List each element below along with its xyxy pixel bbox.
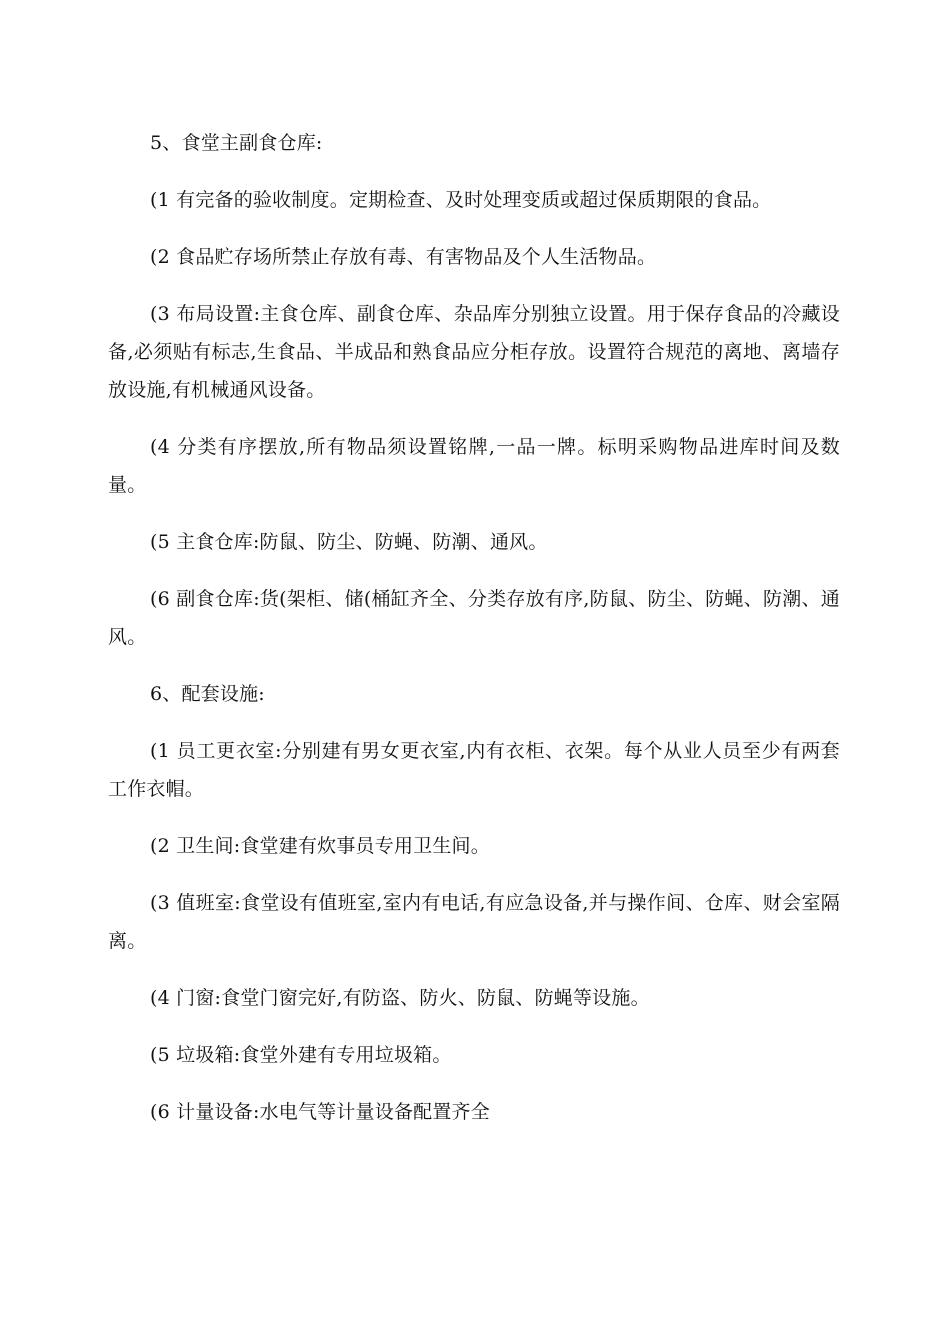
paragraph-item: (4 门窗:食堂门窗完好,有防盗、防火、防鼠、防蝇等设施。 [150,987,650,1009]
paragraph-item: (2 食品贮存场所禁止存放有毒、有害物品及个人生活物品。 [150,246,657,268]
section-heading-warehouse: 5、食堂主副食仓库: [150,132,323,154]
paragraph-item: (2 卫生间:食堂建有炊事员专用卫生间。 [150,835,490,857]
paragraph-item: (6 计量设备:水电气等计量设备配置齐全 [150,1101,490,1123]
paragraph-item: (5 垃圾箱:食堂外建有专用垃圾箱。 [150,1044,452,1066]
document-page [108,124,840,1150]
paragraph-item: (1 有完备的验收制度。定期检查、及时处理变质或超过保质期限的食品。 [150,189,772,211]
paragraph-item: (6 副食仓库:货(架柜、储(桶缸齐全、分类存放有序,防鼠、防尘、防蝇、防潮、通风。 [108,588,840,648]
paragraph-item: (1 员工更衣室:分别建有男女更衣室,内有衣柜、衣架。每个从业人员至少有两套工作衣帽。 [108,740,840,800]
paragraph-item: (3 布局设置:主食仓库、副食仓库、杂品库分别独立设置。用于保存食品的冷藏设备,必须贴有标志,生食品、半成品和熟食品应分柜存放。设置符合规范的离地、离墙存放设施,有机械通风设备。 [108,303,840,401]
paragraph-item: (3 值班室:食堂设有值班室,室内有电话,有应急设备,并与操作间、仓库、财会室隔离。 [108,892,840,952]
section-heading-facilities: 6、配套设施: [150,683,265,705]
paragraph-item: (4 分类有序摆放,所有物品须设置铭牌,一品一牌。标明采购物品进库时间及数量。 [108,436,840,496]
paragraph-item: (5 主食仓库:防鼠、防尘、防蝇、防潮、通风。 [150,531,548,553]
